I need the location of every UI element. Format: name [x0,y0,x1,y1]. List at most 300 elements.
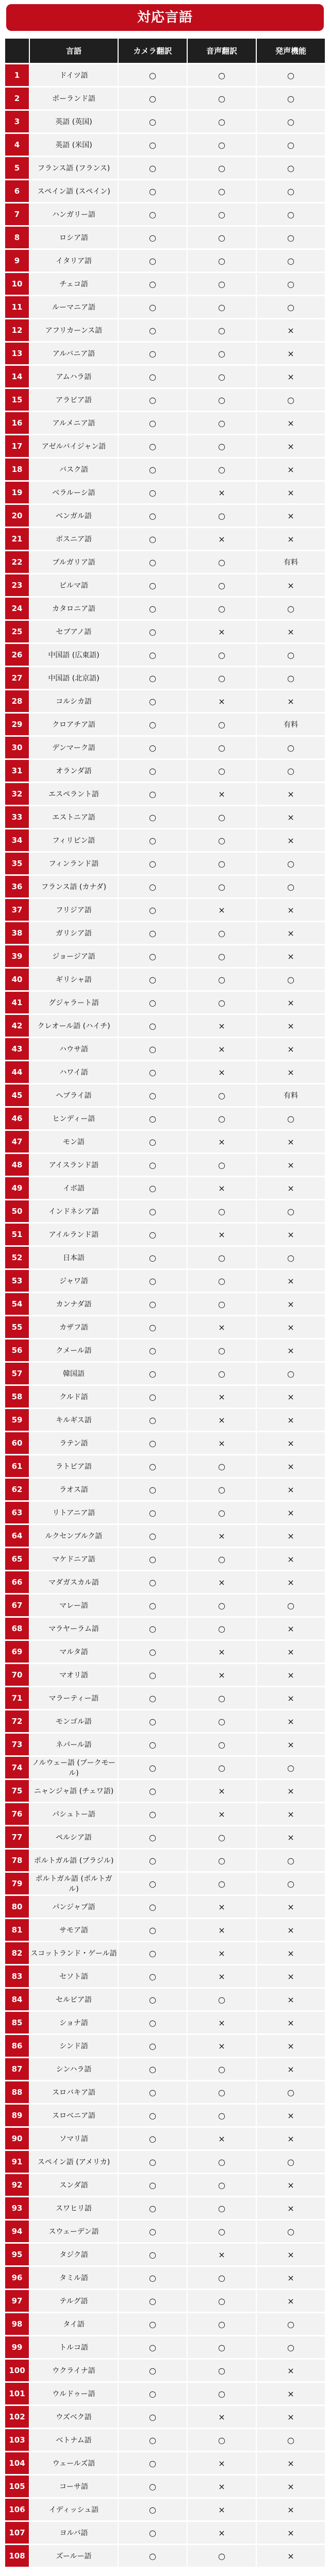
table-row [5,319,325,341]
language-name: スンダ語 [29,2174,118,2196]
row-number: 30 [5,737,29,758]
language-name: パシュトー語 [29,1803,118,1825]
language-name: クルド語 [29,1386,118,1408]
language-name: ウズベク語 [29,2406,118,2428]
table-row [5,1015,325,1037]
row-number: 17 [5,435,29,457]
voice-translation-cell: ○ [187,2267,256,2289]
speech-output-cell: ○ [256,2336,325,2358]
speech-output-cell: × [256,2128,325,2149]
row-number: 74 [5,1757,29,1778]
language-name: タイ語 [29,2313,118,2335]
table-row [5,1734,325,1755]
row-number: 58 [5,1386,29,1408]
voice-translation-cell: ○ [187,1548,256,1570]
row-number: 54 [5,1293,29,1315]
language-name: ギリシャ語 [29,969,118,990]
camera-translation-cell: ○ [118,667,187,689]
language-name: ガリシア語 [29,922,118,944]
table-row [5,1479,325,1500]
camera-translation-cell: ○ [118,1224,187,1245]
speech-output-cell: ○ [256,204,325,225]
voice-translation-cell: ○ [187,157,256,179]
row-number: 89 [5,2105,29,2126]
camera-translation-cell: ○ [118,180,187,202]
table-row [5,922,325,944]
row-number: 31 [5,760,29,782]
speech-output-cell: ○ [256,296,325,318]
camera-translation-cell: ○ [118,1989,187,2010]
table-row [5,366,325,387]
voice-translation-cell: × [187,482,256,503]
row-number: 66 [5,1571,29,1593]
language-name: オランダ語 [29,760,118,782]
row-number: 13 [5,343,29,364]
voice-translation-cell: ○ [187,505,256,527]
language-name: エスペラント語 [29,783,118,805]
language-name: モンゴル語 [29,1710,118,1732]
table-row [5,1038,325,1060]
row-number: 72 [5,1710,29,1732]
language-name: スペイン語 (スペイン) [29,180,118,202]
camera-translation-cell: ○ [118,1595,187,1616]
speech-output-cell: ○ [256,111,325,132]
camera-translation-cell: ○ [118,876,187,897]
camera-translation-cell: ○ [118,621,187,642]
row-number: 43 [5,1038,29,1060]
speech-output-cell: × [256,690,325,712]
camera-translation-cell: ○ [118,1965,187,1987]
speech-output-cell: × [256,435,325,457]
speech-output-cell: × [256,412,325,434]
camera-translation-cell: ○ [118,412,187,434]
camera-translation-cell: ○ [118,273,187,295]
camera-translation-cell: ○ [118,2128,187,2149]
table-row [5,760,325,782]
speech-output-cell: × [256,2012,325,2033]
speech-output-cell: × [256,1177,325,1199]
language-name: ポーランド語 [29,88,118,109]
table-row [5,1687,325,1709]
language-name: 日本語 [29,1247,118,1268]
voice-translation-cell: × [187,1780,256,1802]
language-name: ベラルーシ語 [29,482,118,503]
camera-translation-cell: ○ [118,435,187,457]
voice-translation-cell: ○ [187,2336,256,2358]
table-row [5,2476,325,2497]
voice-translation-cell: ○ [187,1595,256,1616]
camera-translation-cell: ○ [118,992,187,1013]
row-number: 80 [5,1896,29,1918]
voice-translation-cell: × [187,1432,256,1454]
table-row [5,1965,325,1987]
row-number: 71 [5,1687,29,1709]
speech-output-cell: ○ [256,180,325,202]
table-row [5,2336,325,2358]
language-name: タジク語 [29,2244,118,2265]
camera-translation-cell: ○ [118,690,187,712]
language-name: マダガスカル語 [29,1571,118,1593]
camera-translation-cell: ○ [118,2058,187,2080]
speech-output-cell: × [256,945,325,967]
voice-translation-cell: × [187,2035,256,2057]
language-name: アルバニア語 [29,343,118,364]
table-row [5,1154,325,1176]
table-row [5,412,325,434]
table-row [5,2221,325,2242]
camera-translation-cell: ○ [118,1479,187,1500]
language-name: アフリカーンス語 [29,319,118,341]
row-number: 9 [5,250,29,272]
voice-translation-cell: × [187,528,256,550]
camera-translation-cell: ○ [118,2429,187,2451]
table-row [5,598,325,619]
speech-output-cell: × [256,2035,325,2057]
table-row [5,783,325,805]
language-name: エストニア語 [29,806,118,828]
speech-output-cell: ○ [256,88,325,109]
language-name: ウルドゥー語 [29,2383,118,2404]
table-row [5,1525,325,1547]
row-number: 91 [5,2151,29,2173]
voice-translation-cell: × [187,1386,256,1408]
camera-translation-cell: ○ [118,1734,187,1755]
language-name: テルグ語 [29,2290,118,2312]
camera-translation-cell: ○ [118,1084,187,1106]
row-number: 93 [5,2197,29,2219]
row-number: 100 [5,2360,29,2381]
voice-translation-cell: ○ [187,273,256,295]
voice-translation-cell: ○ [187,853,256,874]
table-row [5,992,325,1013]
row-number: 59 [5,1409,29,1431]
language-name: ポルトガル語 (ブラジル) [29,1850,118,1871]
language-name: ラオス語 [29,1479,118,1500]
row-number: 5 [5,157,29,179]
camera-translation-cell: ○ [118,2012,187,2033]
camera-translation-cell: ○ [118,157,187,179]
voice-translation-cell: × [187,1224,256,1245]
speech-output-cell: ○ [256,876,325,897]
camera-translation-cell: ○ [118,1687,187,1709]
table-header-row [5,39,325,63]
table-row [5,250,325,272]
camera-translation-cell: ○ [118,1409,187,1431]
row-number: 69 [5,1641,29,1663]
speech-output-cell: ○ [256,134,325,156]
speech-output-cell: × [256,1942,325,1964]
row-number: 35 [5,853,29,874]
camera-translation-cell: ○ [118,969,187,990]
row-number: 15 [5,389,29,411]
table-row [5,853,325,874]
voice-translation-cell: ○ [187,876,256,897]
camera-translation-cell: ○ [118,1618,187,1639]
table-row [5,2128,325,2149]
language-name: ドイツ語 [29,64,118,86]
row-number: 34 [5,829,29,851]
language-name: 中国語 (広東語) [29,644,118,666]
language-name: スロバキア語 [29,2081,118,2103]
language-name: アゼルバイジャン語 [29,435,118,457]
table-row [5,2267,325,2289]
language-name: キルギス語 [29,1409,118,1431]
speech-output-cell: × [256,829,325,851]
row-number: 63 [5,1502,29,1523]
row-number: 102 [5,2406,29,2428]
table-row [5,1363,325,1384]
table-row [5,1571,325,1593]
speech-output-cell: × [256,2360,325,2381]
camera-translation-cell: ○ [118,250,187,272]
voice-translation-cell: × [187,1316,256,1338]
camera-translation-cell: ○ [118,1154,187,1176]
row-number: 107 [5,2522,29,2544]
voice-translation-cell: ○ [187,1687,256,1709]
camera-translation-cell: ○ [118,1502,187,1523]
row-number: 12 [5,319,29,341]
camera-translation-cell: ○ [118,2406,187,2428]
page-title: 対応言語 [6,4,324,31]
camera-translation-cell: ○ [118,922,187,944]
voice-translation-cell: ○ [187,2221,256,2242]
camera-translation-cell: ○ [118,1455,187,1477]
row-number: 94 [5,2221,29,2242]
row-number: 81 [5,1919,29,1941]
table-row [5,1224,325,1245]
camera-translation-cell: ○ [118,343,187,364]
language-name: パンジャブ語 [29,1896,118,1918]
speech-output-cell: × [256,1340,325,1361]
speech-output-cell: ○ [256,2221,325,2242]
voice-translation-cell: ○ [187,2151,256,2173]
camera-translation-cell: ○ [118,2522,187,2544]
speech-output-cell: × [256,1896,325,1918]
table-row [5,2383,325,2404]
header-voice: 音声翻訳 [187,39,256,63]
table-row [5,343,325,364]
voice-translation-cell: × [187,1641,256,1663]
voice-translation-cell: × [187,1038,256,1060]
row-number: 77 [5,1826,29,1848]
row-number: 28 [5,690,29,712]
voice-translation-cell: × [187,783,256,805]
camera-translation-cell: ○ [118,1571,187,1593]
voice-translation-cell: ○ [187,180,256,202]
voice-translation-cell: × [187,690,256,712]
table-row [5,528,325,550]
table-row [5,134,325,156]
row-number: 79 [5,1873,29,1894]
speech-output-cell: ○ [256,1200,325,1222]
table-row [5,2244,325,2265]
camera-translation-cell: ○ [118,2545,187,2567]
row-number: 6 [5,180,29,202]
language-name: マルタ語 [29,1641,118,1663]
speech-output-cell: ○ [256,157,325,179]
camera-translation-cell: ○ [118,1293,187,1315]
row-number: 24 [5,598,29,619]
row-number: 1 [5,64,29,86]
table-row [5,1270,325,1292]
row-number: 78 [5,1850,29,1871]
row-number: 20 [5,505,29,527]
row-number: 92 [5,2174,29,2196]
voice-translation-cell: ○ [187,250,256,272]
language-name: バスク語 [29,459,118,480]
voice-translation-cell: ○ [187,319,256,341]
language-name: クレオール語 (ハイチ) [29,1015,118,1037]
table-row [5,1548,325,1570]
voice-translation-cell: × [187,2452,256,2474]
table-row [5,2058,325,2080]
row-number: 11 [5,296,29,318]
camera-translation-cell: ○ [118,1710,187,1732]
voice-translation-cell: ○ [187,64,256,86]
language-name: ソマリ語 [29,2128,118,2149]
speech-output-cell: × [256,2406,325,2428]
speech-output-cell: × [256,2383,325,2404]
speech-output-cell: × [256,1061,325,1083]
camera-translation-cell: ○ [118,1525,187,1547]
voice-translation-cell: × [187,1177,256,1199]
speech-output-cell: × [256,1455,325,1477]
language-name: カザフ語 [29,1316,118,1338]
camera-translation-cell: ○ [118,2336,187,2358]
speech-output-cell: × [256,1409,325,1431]
camera-translation-cell: ○ [118,1270,187,1292]
row-number: 36 [5,876,29,897]
table-row [5,227,325,248]
voice-translation-cell: ○ [187,574,256,596]
table-row [5,945,325,967]
speech-output-cell: × [256,2267,325,2289]
language-name: ペルシア語 [29,1826,118,1848]
language-name: セソト語 [29,1965,118,1987]
language-name: スウェーデン語 [29,2221,118,2242]
language-name: グジャラート語 [29,992,118,1013]
row-number: 62 [5,1479,29,1500]
voice-translation-cell: ○ [187,945,256,967]
row-number: 23 [5,574,29,596]
voice-translation-cell: × [187,1896,256,1918]
speech-output-cell: × [256,1224,325,1245]
table-row [5,2499,325,2520]
speech-output-cell: × [256,366,325,387]
table-row [5,1595,325,1616]
speech-output-cell: × [256,1641,325,1663]
table-row [5,1340,325,1361]
camera-translation-cell: ○ [118,204,187,225]
table-row [5,2035,325,2057]
camera-translation-cell: ○ [118,1200,187,1222]
voice-translation-cell: × [187,1803,256,1825]
speech-output-cell: × [256,1293,325,1315]
table-row [5,1200,325,1222]
camera-translation-cell: ○ [118,853,187,874]
speech-output-cell: × [256,459,325,480]
voice-translation-cell: ○ [187,1873,256,1894]
voice-translation-cell: × [187,1965,256,1987]
row-number: 32 [5,783,29,805]
language-name: ベトナム語 [29,2429,118,2451]
table-row [5,1177,325,1199]
voice-translation-cell: ○ [187,2383,256,2404]
speech-output-cell: × [256,2290,325,2312]
voice-translation-cell: ○ [187,1270,256,1292]
camera-translation-cell: ○ [118,366,187,387]
camera-translation-cell: ○ [118,1942,187,1964]
language-name: タミル語 [29,2267,118,2289]
voice-translation-cell: × [187,1015,256,1037]
speech-output-cell: × [256,1571,325,1593]
voice-translation-cell: ○ [187,1850,256,1871]
voice-translation-cell: ○ [187,644,256,666]
voice-translation-cell: ○ [187,2197,256,2219]
camera-translation-cell: ○ [118,1316,187,1338]
table-row [5,1316,325,1338]
camera-translation-cell: ○ [118,459,187,480]
language-name: ヨルバ語 [29,2522,118,2544]
language-name: シンド語 [29,2035,118,2057]
row-number: 52 [5,1247,29,1268]
camera-translation-cell: ○ [118,111,187,132]
voice-translation-cell: ○ [187,1710,256,1732]
table-row [5,737,325,758]
row-number: 44 [5,1061,29,1083]
table-row [5,1108,325,1129]
language-name: ロシア語 [29,227,118,248]
table-row [5,1502,325,1523]
speech-output-cell: × [256,922,325,944]
camera-translation-cell: ○ [118,2267,187,2289]
voice-translation-cell: ○ [187,1293,256,1315]
language-name: カンナダ語 [29,1293,118,1315]
voice-translation-cell: ○ [187,1108,256,1129]
table-row [5,435,325,457]
row-number: 27 [5,667,29,689]
table-row [5,2174,325,2196]
speech-output-cell: ○ [256,2151,325,2173]
voice-translation-cell: ○ [187,1618,256,1639]
row-number: 25 [5,621,29,642]
header-language: 言語 [29,39,118,63]
row-number: 106 [5,2499,29,2520]
camera-translation-cell: ○ [118,1108,187,1129]
speech-output-cell: ○ [256,2081,325,2103]
language-name: ラテン語 [29,1432,118,1454]
voice-translation-cell: × [187,899,256,921]
row-number: 99 [5,2336,29,2358]
speech-output-cell: × [256,783,325,805]
language-name: リトアニア語 [29,1502,118,1523]
row-number: 85 [5,2012,29,2033]
camera-translation-cell: ○ [118,2035,187,2057]
voice-translation-cell: ○ [187,829,256,851]
camera-translation-cell: ○ [118,899,187,921]
camera-translation-cell: ○ [118,1826,187,1848]
table-row [5,1664,325,1686]
row-number: 47 [5,1131,29,1153]
language-name: フリジア語 [29,899,118,921]
speech-output-cell: × [256,505,325,527]
camera-translation-cell: ○ [118,1061,187,1083]
row-number: 98 [5,2313,29,2335]
speech-output-cell: × [256,2545,325,2567]
voice-translation-cell: ○ [187,1340,256,1361]
voice-translation-cell: ○ [187,969,256,990]
row-number: 87 [5,2058,29,2080]
